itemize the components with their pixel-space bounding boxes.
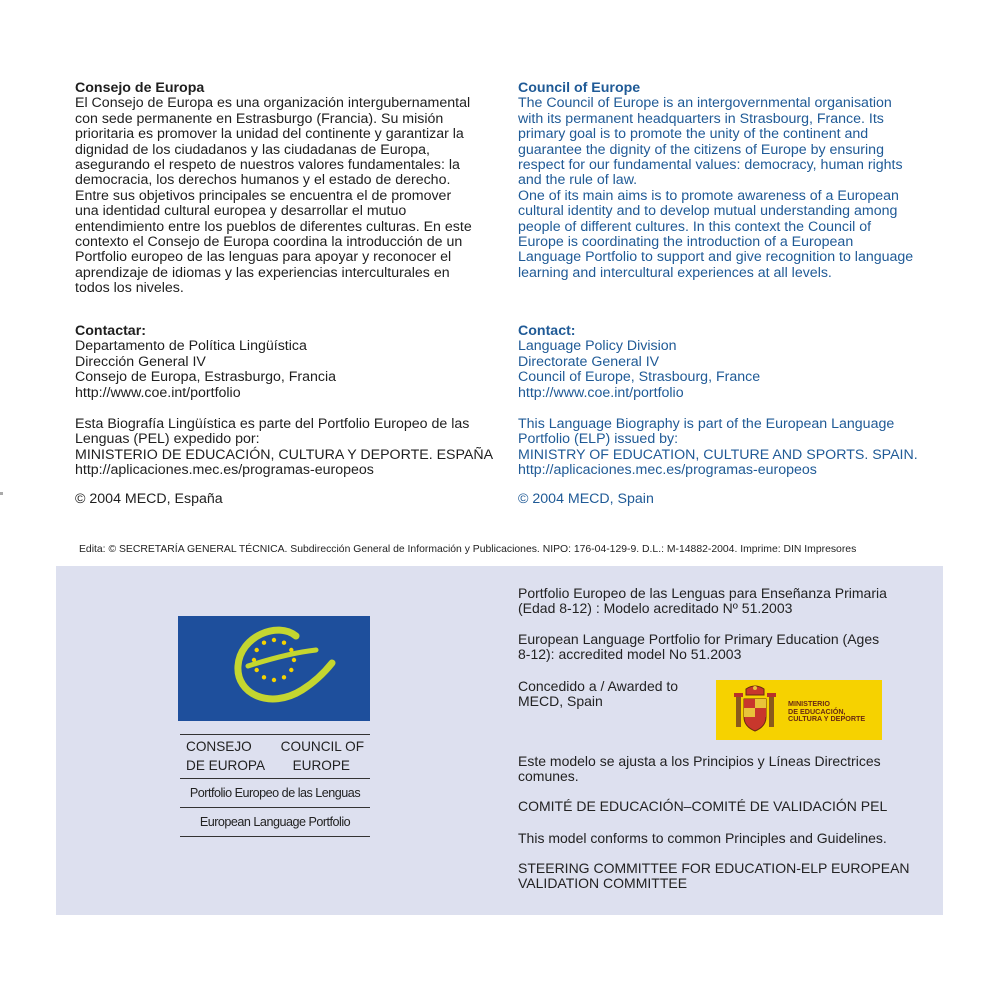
logo-text-europe: EUROPE: [292, 758, 350, 773]
en-line: Europe is coordinating the introduction of a European: [518, 234, 854, 251]
divider: [180, 836, 370, 837]
es-line: dignidad de los ciudadanos y las ciudadanas de Europa,: [75, 141, 430, 158]
en-line: and the rule of law.: [518, 172, 638, 189]
en-contact-block: [518, 324, 930, 401]
conforms-es: [518, 754, 928, 785]
es-contact-line: Dirección General IV: [75, 353, 206, 370]
accreditation-es: [518, 586, 928, 617]
text-line: VALIDATION COMMITTEE: [518, 875, 688, 892]
es-line: todos los niveles.: [75, 280, 184, 297]
es-heading: Consejo de Europa: [75, 80, 205, 96]
es-line: con sede permanente en Estrasburgo (Francia). Su misión: [75, 110, 444, 127]
es-contact-link[interactable]: http://www.coe.int/portfolio: [75, 384, 241, 401]
coe-name-table: [180, 734, 370, 837]
ministry-logo: [716, 680, 882, 740]
en-line: cultural identity and to develop mutual understanding among: [518, 203, 898, 220]
en-line: The Council of Europe is an intergovernmental organisation: [518, 95, 892, 112]
en-bio-link[interactable]: http://aplicaciones.mec.es/programas-europeos: [518, 462, 817, 479]
en-bio-line: Portfolio (ELP) issued by:: [518, 431, 679, 448]
es-line: asegurando el respeto de nuestros valores fundamentales: la: [75, 157, 460, 174]
en-line: with its permanent headquarters in Strasbourg, France. Its: [518, 110, 884, 127]
es-bio-line: Esta Biografía Lingüística es parte del Portfolio Europeo de las: [75, 416, 470, 432]
ministry-text: [788, 700, 865, 723]
es-line: El Consejo de Europa es una organización intergubernamental: [75, 95, 471, 112]
en-line: primary goal is to promote the unity of the continent and: [518, 126, 869, 143]
coe-emblem-icon: [178, 616, 370, 721]
conforms-en: This model conforms to common Principles and Guidelines.: [518, 830, 887, 846]
council-of-europe-flag-logo: [178, 616, 370, 721]
es-line: prioritaria es promover la unidad del continente y garantizar la: [75, 126, 464, 143]
en-line: respect for our fundamental values: democracy, human rights: [518, 157, 903, 174]
logo-text-council: COUNCIL OF: [280, 739, 364, 754]
es-line: una identidad cultural europea y desarrollar el mutuo: [75, 203, 407, 220]
es-bio-line: MINISTERIO DE EDUCACIÓN, CULTURA Y DEPORTE. ESPAÑA: [75, 446, 494, 463]
en-contact-heading: Contact:: [518, 323, 576, 339]
text-line: MINISTERIO: [788, 699, 830, 708]
logo-text-consejo: CONSEJO: [186, 739, 252, 754]
es-contact-line: Consejo de Europa, Estrasburgo, Francia: [75, 369, 337, 386]
text-line: (Edad 8-12) : Modelo acreditado Nº 51.2003: [518, 600, 793, 617]
en-line: learning and intercultural experiences at all levels.: [518, 264, 832, 281]
committee-en: [518, 861, 928, 892]
es-bio-link[interactable]: http://aplicaciones.mec.es/programas-europeos: [75, 462, 374, 479]
text-line: STEERING COMMITTEE FOR EDUCATION-ELP EUROPEAN: [518, 860, 910, 876]
publisher-imprint: Edita: © SECRETARÍA GENERAL TÉCNICA. Subdirección General de Información y Publicaciones. NIPO: 176-04-129-9. D.L.: M-14882-2004. Imprime: DIN Impresores: [79, 544, 857, 555]
english-column: [518, 81, 930, 281]
en-copyright: [518, 492, 930, 507]
es-line: democracia, los derechos humanos y el estado de derecho.: [75, 172, 451, 189]
es-copyright-text: © 2004 MECD, España: [75, 491, 223, 507]
spanish-column: [75, 81, 500, 297]
es-line: aprendizaje de idiomas y las experiencias interculturales en: [75, 264, 450, 281]
text-line: MECD, Spain: [518, 693, 603, 710]
en-bio-line: This Language Biography is part of the European Language: [518, 416, 895, 432]
text-line: Portfolio Europeo de las Lenguas para Enseñanza Primaria: [518, 585, 887, 601]
logo-text-portfolio-en: European Language Portfolio: [199, 815, 351, 829]
spain-coat-of-arms-icon: [734, 685, 794, 737]
es-line: contexto el Consejo de Europa coordina la introducción de un: [75, 234, 463, 251]
committee-es: COMITÉ DE EDUCACIÓN–COMITÉ DE VALIDACIÓN PEL: [518, 798, 888, 814]
text-line: CULTURA Y DEPORTE: [788, 714, 866, 724]
es-bio-line: Lenguas (PEL) expedido por:: [75, 431, 260, 448]
en-line: Language Portfolio to support and give recognition to language: [518, 249, 914, 266]
en-contact-line: Language Policy Division: [518, 338, 677, 355]
en-line: people of different cultures. In this context the Council of: [518, 218, 872, 235]
es-contact-block: [75, 324, 500, 401]
text-line: DE EDUCACIÓN,: [788, 706, 846, 716]
awarded-to: [518, 679, 718, 710]
en-line: One of its main aims is to promote awareness of a European: [518, 187, 899, 204]
text-line: Concedido a / Awarded to: [518, 678, 679, 694]
es-copyright: [75, 492, 500, 507]
es-contact-line: Departamento de Política Lingüística: [75, 338, 307, 355]
en-contact-line: Council of Europe, Strasbourg, France: [518, 369, 761, 386]
text-line: 8-12): accredited model No 51.2003: [518, 646, 742, 663]
text-line: comunes.: [518, 768, 579, 785]
en-contact-line: Directorate General IV: [518, 353, 660, 370]
text-line: Este modelo se ajusta a los Principios y Líneas Directrices: [518, 753, 881, 769]
es-biography-block: [75, 417, 500, 479]
text-line: European Language Portfolio for Primary Education (Ages: [518, 631, 880, 647]
en-biography-block: [518, 417, 930, 479]
es-line: entendimiento entre los pueblos de diferentes culturas. En este: [75, 218, 472, 235]
es-contact-heading: Contactar:: [75, 323, 146, 339]
es-line: Portfolio europeo de las lenguas para apoyar y reconocer el: [75, 249, 452, 266]
en-contact-link[interactable]: http://www.coe.int/portfolio: [518, 384, 684, 401]
accreditation-panel: [56, 566, 943, 915]
accreditation-en: [518, 632, 928, 663]
es-line: Entre sus objetivos principales se encuentra el de promover: [75, 187, 452, 204]
en-bio-line: MINISTRY OF EDUCATION, CULTURE AND SPORTS. SPAIN.: [518, 446, 918, 463]
en-line: guarantee the dignity of the citizens of Europe by ensuring: [518, 141, 884, 158]
en-copyright-text: © 2004 MECD, Spain: [518, 491, 654, 507]
margin-mark: [0, 492, 3, 495]
logo-text-portfolio-es: Portfolio Europeo de las Lenguas: [189, 786, 361, 800]
en-heading: Council of Europe: [518, 80, 641, 96]
logo-text-de-europa: DE EUROPA: [186, 758, 266, 773]
